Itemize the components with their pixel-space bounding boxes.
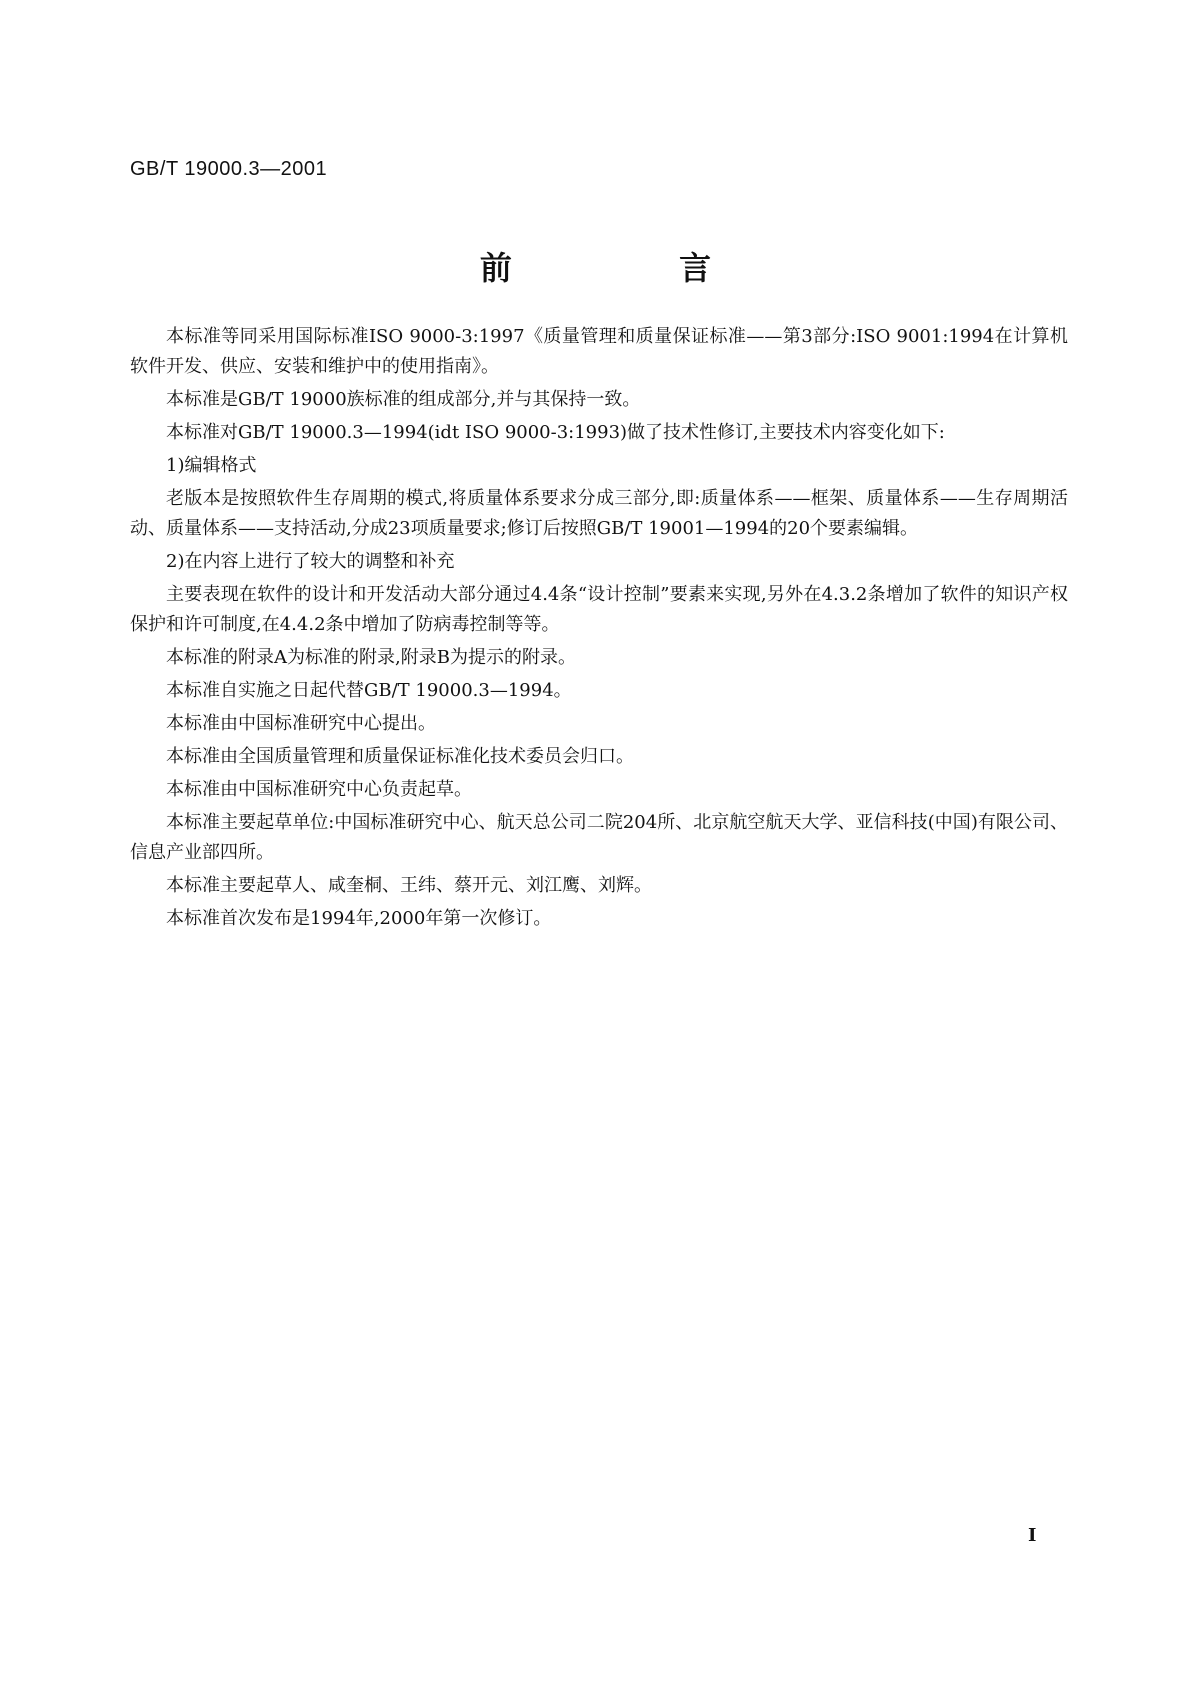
- paragraph-replaces: 本标准自实施之日起代替GB/T 19000.3—1994。: [166, 680, 572, 701]
- standard-code: GB/T 19000.3—2001: [130, 158, 328, 180]
- paragraph-item-2-heading: 2)在内容上进行了较大的调整和补充: [166, 551, 455, 572]
- paragraph-adoption: 本标准等同采用国际标准ISO 9000-3:1997《质量管理和质量保证标准——第3部分:ISO 9001:1994在计算机软件开发、供应、安装和维护中的使用指南》。: [130, 326, 1068, 377]
- paragraph-drafted-by: 本标准由中国标准研究中心负责起草。: [166, 779, 472, 800]
- page-title: 前 言: [479, 249, 790, 287]
- page-number: I: [1028, 1525, 1037, 1546]
- paragraph-under-jurisdiction: 本标准由全国质量管理和质量保证标准化技术委员会归口。: [166, 746, 634, 767]
- paragraph-item-1-heading: 1)编辑格式: [166, 455, 257, 476]
- paragraph-publication-history: 本标准首次发布是1994年,2000年第一次修订。: [166, 908, 552, 929]
- foreword-body: [130, 322, 1068, 937]
- paragraph-annexes: 本标准的附录A为标准的附录,附录B为提示的附录。: [166, 647, 576, 668]
- paragraph-drafters: 本标准主要起草人、咸奎桐、王纬、蔡开元、刘江鹰、刘辉。: [166, 875, 652, 896]
- paragraph-drafting-units: 本标准主要起草单位:中国标准研究中心、航天总公司二院204所、北京航空航天大学、亚信科技(中国)有限公司、信息产业部四所。: [130, 812, 1068, 863]
- paragraph-proposed-by: 本标准由中国标准研究中心提出。: [166, 713, 436, 734]
- paragraph-item-1-text: 老版本是按照软件生存周期的模式,将质量体系要求分成三部分,即:质量体系——框架、质量体系——生存周期活动、质量体系——支持活动,分成23项质量要求;修订后按照GB/T 19001—1994的20个要素编辑。: [130, 488, 1068, 539]
- paragraph-item-2-text: 主要表现在软件的设计和开发活动大部分通过4.4条“设计控制”要素来实现,另外在4.3.2条增加了软件的知识产权保护和许可制度,在4.4.2条中增加了防病毒控制等等。: [130, 584, 1068, 635]
- paragraph-family: 本标准是GB/T 19000族标准的组成部分,并与其保持一致。: [166, 389, 641, 410]
- paragraph-revision: 本标准对GB/T 19000.3—1994(idt ISO 9000-3:1993)做了技术性修订,主要技术内容变化如下:: [166, 422, 945, 443]
